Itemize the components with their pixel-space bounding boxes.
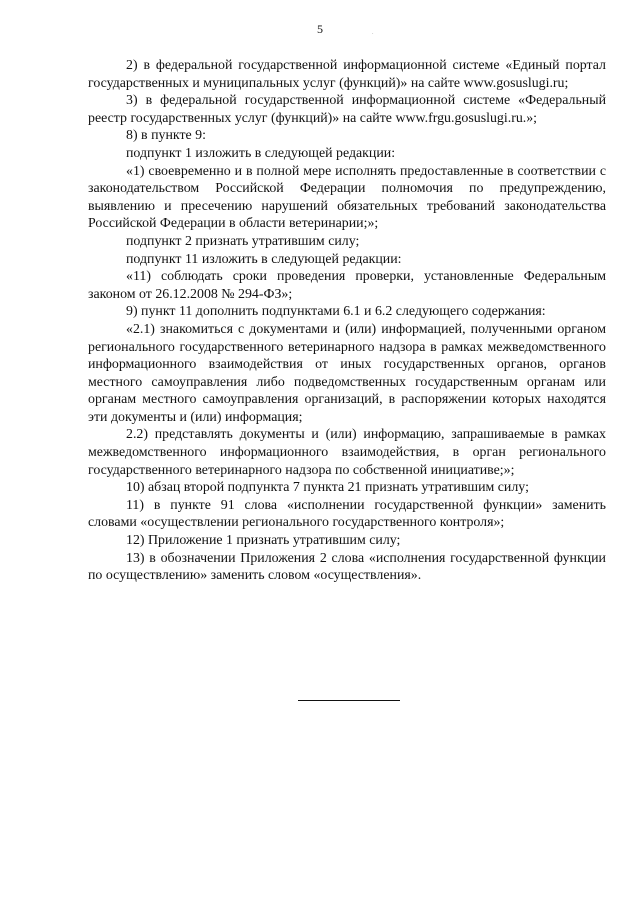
document-body bbox=[88, 57, 606, 585]
paragraph-item-3: 3) в федеральной государственной информационной системе «Федеральный реестр государственных услуг (функций)» на сайте www.frgu.gosuslugi.ru.»; bbox=[88, 93, 606, 126]
closing-separator-line bbox=[298, 700, 400, 701]
paragraph-item-10: 10) абзац второй подпункта 7 пункта 21 признать утратившим силу; bbox=[126, 480, 529, 496]
page-number: 5 bbox=[317, 22, 323, 36]
paragraph-subpoint-2-1: «2.1) знакомиться с документами и (или) информацией, полученными органом регионального государственного ветеринарного надзора в рамках межведомственного информационного взаимодействия от иных государственных органов, органов местного самоуправления либо подведомственных государственным органам или органам местного самоуправления организаций, в распоряжении которых находятся эти документы и (или) информация; bbox=[88, 321, 606, 425]
paragraph-subpoint-2-2: 2.2) представлять документы и (или) информацию, запрашиваемые в рамках межведомственного информационного взаимодействия, в орган регионального государственного ветеринарного надзора по собственной инициативе;»; bbox=[88, 427, 606, 478]
paragraph-item-12: 12) Приложение 1 признать утратившим силу; bbox=[126, 533, 401, 549]
paragraph-item-9: 9) пункт 11 дополнить подпунктами 6.1 и 6.2 следующего содержания: bbox=[126, 304, 546, 320]
paragraph-subpoint-2: подпункт 2 признать утратившим силу; bbox=[126, 233, 360, 249]
paragraph-item-13: 13) в обозначении Приложения 2 слова «исполнения государственной функции по осуществлению» заменить словом «осуществления». bbox=[88, 550, 606, 584]
paragraph-subpoint-11-intro: подпункт 11 изложить в следующей редакции: bbox=[126, 251, 402, 267]
paragraph-item-2: 2) в федеральной государственной информационной системе «Единый портал государственных и муниципальных услуг (функций)» на сайте www.gosuslugi.ru; bbox=[88, 58, 606, 91]
paragraph-item-11: 11) в пункте 91 слова «исполнении государственной функции» заменить словами «осуществлении регионального государственного контроля»; bbox=[88, 497, 606, 531]
paragraph-item-8: 8) в пункте 9: bbox=[126, 128, 206, 144]
paragraph-subpoint-1-text: «1) своевременно и в полной мере исполнять предоставленные в соответствии с законодательством Российской Федерации полномочия по предупреждению, выявлению и пресечению нарушений обязательных требований законодательства Российской Федерации в области ветеринарии;»; bbox=[88, 163, 606, 232]
paragraph-subpoint-11-text: «11) соблюдать сроки проведения проверки, установленные Федеральным законом от 26.12.2008 № 294-ФЗ»; bbox=[88, 269, 606, 302]
page-mark: . bbox=[372, 30, 374, 36]
paragraph-subpoint-1-intro: подпункт 1 изложить в следующей редакции: bbox=[126, 145, 396, 161]
